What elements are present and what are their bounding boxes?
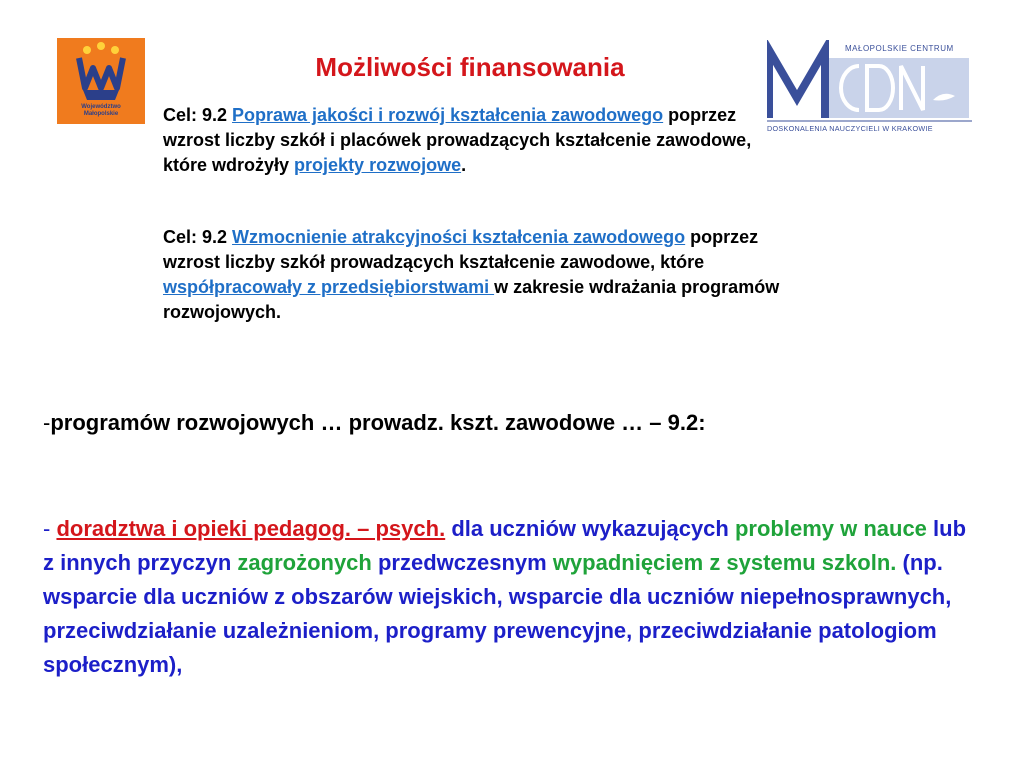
bullet-counseling [43,512,973,682]
goal-2-prefix: Cel: 9.2 [163,227,233,247]
mcdn-top-label: MAŁOPOLSKIE CENTRUM [845,44,954,53]
bullet-dash: - [43,410,51,435]
goal-2-link-cooperation[interactable]: współpracowały z przedsiębiorstwami [163,277,495,297]
page-title: Możliwości finansowania [315,52,625,82]
bullet-2-green-1: problemy w nauce [734,516,927,541]
bullet-1-text: programów rozwojowych … prowadz. kszt. zawodowe … – 9.2: [50,410,706,435]
bullet-2-green-2: zagrożonych [237,550,372,575]
goal-2-text: poprzez wzrost liczby szkół prowadzących kształcenie zawodowe, które [163,227,759,272]
goal-2-end: w zakresie wdrażania programów rozwojowych. [163,277,780,322]
logo-caption-2: Małopolskie [83,111,119,117]
goal-1-text: poprzez wzrost liczby szkół i placówek prowadzących kształcenie zawodowe, które wdrożyły [163,105,752,175]
goal-1-link-projects[interactable]: projekty rozwojowe [294,155,462,175]
mcdn-bottom-label: DOSKONALENIA NAUCZYCIELI W KRAKOWIE [767,124,933,133]
bullet-2-text-1: dla uczniów wykazujących [445,516,735,541]
bullet-2-text-4: (np. wsparcie dla uczniów z obszarów wiejskich, wsparcie dla uczniów niepełnosprawnych, przeciwdziałanie uzależnieniom, programy prewencyjne, przeciwdziałanie patologiom społecznym), [43,550,952,677]
goal-1-prefix: Cel: 9.2 [163,105,233,125]
goal-2-link-attractiveness[interactable]: Wzmocnienie atrakcyjności kształcenia zawodowego [232,227,686,247]
goal-paragraph-2 [163,225,783,325]
bullet-2-text-2: lub z innych przyczyn [43,516,967,575]
bullet-2-green-3: wypadnięciem z systemu szkoln. [552,550,897,575]
goal-1-end: . [461,155,467,175]
logo-caption-1: Województwo [81,104,121,110]
counseling-link[interactable]: doradztwa i opieki pedagog. – psych. [56,516,446,541]
goal-paragraph-1 [163,103,783,178]
bullet-2-text-3: przedwczesnym [371,550,553,575]
bullet-development-programs [43,410,1003,436]
bullet-2-dash: - [43,516,57,541]
goal-1-link-quality[interactable]: Poprawa jakości i rozwój kształcenia zawodowego [232,105,664,125]
